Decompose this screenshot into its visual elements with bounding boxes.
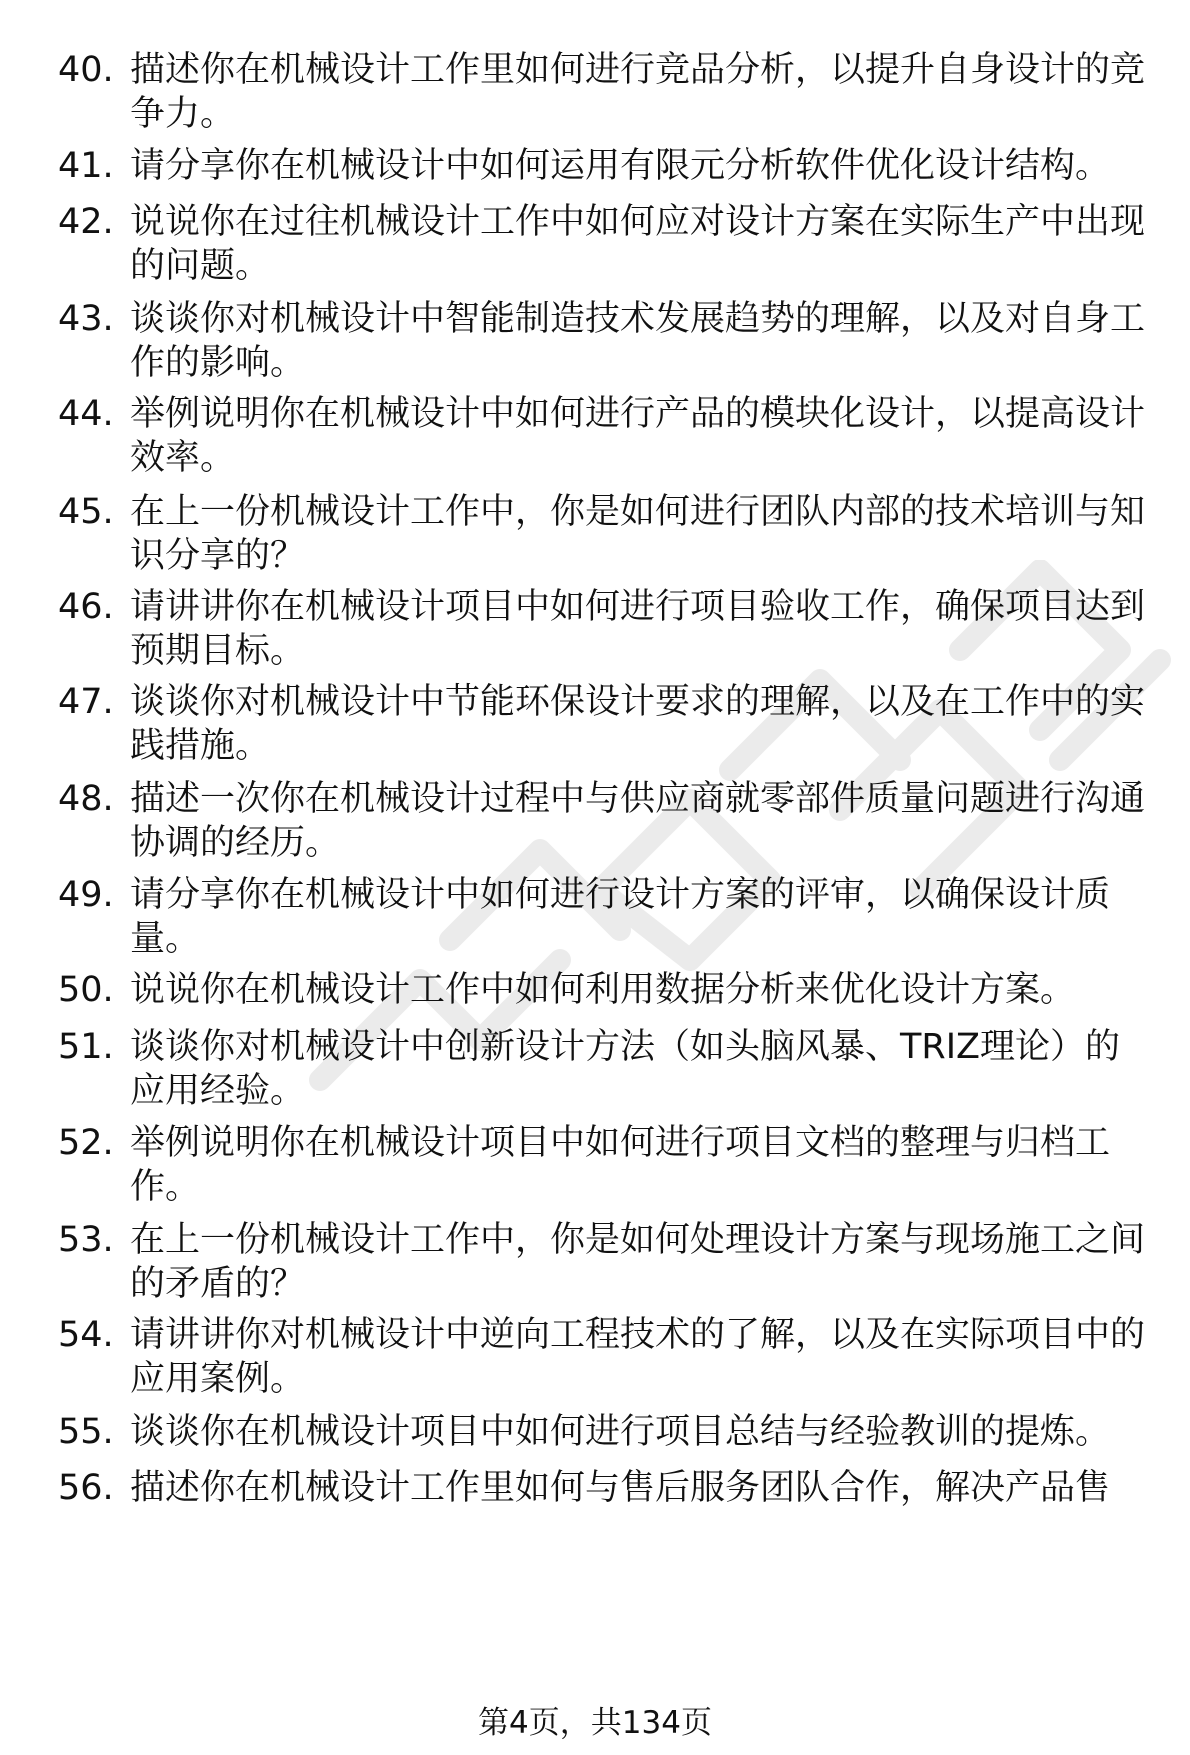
question-text: 谈谈你在机械设计项目中如何进行项目总结与经验教训的提炼。: [130, 1412, 1111, 1452]
question-text: 请讲讲你在机械设计项目中如何进行项目验收工作，确保项目达到预期目标。: [130, 587, 1146, 671]
question-text: 说说你在机械设计工作中如何利用数据分析来优化设计方案。: [130, 970, 1076, 1010]
question-number: 53.: [58, 1220, 114, 1260]
question-number: 50.: [58, 970, 114, 1010]
question-number: 47.: [58, 682, 114, 722]
question-text: 描述你在机械设计工作里如何进行竞品分析，以提升自身设计的竞争力。: [130, 50, 1146, 134]
question-text: 请分享你在机械设计中如何进行设计方案的评审，以确保设计质量。: [130, 875, 1111, 959]
question-text: 谈谈你对机械设计中智能制造技术发展趋势的理解，以及对自身工作的影响。: [130, 299, 1146, 383]
question-number: 54.: [58, 1315, 114, 1355]
page-number: 第4页，共134页: [478, 1705, 712, 1741]
question-text: 在上一份机械设计工作中，你是如何处理设计方案与现场施工之间的矛盾的？: [130, 1220, 1146, 1304]
question-text: 说说你在过往机械设计工作中如何应对设计方案在实际生产中出现的问题。: [130, 202, 1146, 286]
question-number: 52.: [58, 1123, 114, 1163]
question-text: 请讲讲你对机械设计中逆向工程技术的了解，以及在实际项目中的应用案例。: [130, 1315, 1146, 1399]
question-text: 描述一次你在机械设计过程中与供应商就零部件质量问题进行沟通协调的经历。: [130, 779, 1146, 863]
question-number: 51.: [58, 1027, 114, 1067]
question-number: 40.: [58, 50, 114, 90]
question-number: 43.: [58, 299, 114, 339]
question-text: 谈谈你对机械设计中节能环保设计要求的理解，以及在工作中的实践措施。: [130, 682, 1146, 766]
question-number: 41.: [58, 146, 114, 186]
question-text: 举例说明你在机械设计中如何进行产品的模块化设计，以提高设计效率。: [130, 394, 1146, 478]
question-number: 48.: [58, 779, 114, 819]
question-text: 举例说明你在机械设计项目中如何进行项目文档的整理与归档工作。: [130, 1123, 1111, 1207]
question-number: 46.: [58, 587, 114, 627]
question-number: 49.: [58, 875, 114, 915]
question-number: 44.: [58, 394, 114, 434]
question-text: 在上一份机械设计工作中，你是如何进行团队内部的技术培训与知识分享的？: [130, 492, 1146, 576]
question-text: 描述你在机械设计工作里如何与售后服务团队合作，解决产品售: [130, 1468, 1111, 1508]
question-number: 42.: [58, 202, 114, 242]
question-number: 55.: [58, 1412, 114, 1452]
question-text: 请分享你在机械设计中如何运用有限元分析软件优化设计结构。: [130, 146, 1111, 186]
question-text: 谈谈你对机械设计中创新设计方法（如头脑风暴、TRIZ理论）的应用经验。: [130, 1027, 1120, 1111]
question-number: 56.: [58, 1468, 114, 1508]
question-number: 45.: [58, 492, 114, 532]
